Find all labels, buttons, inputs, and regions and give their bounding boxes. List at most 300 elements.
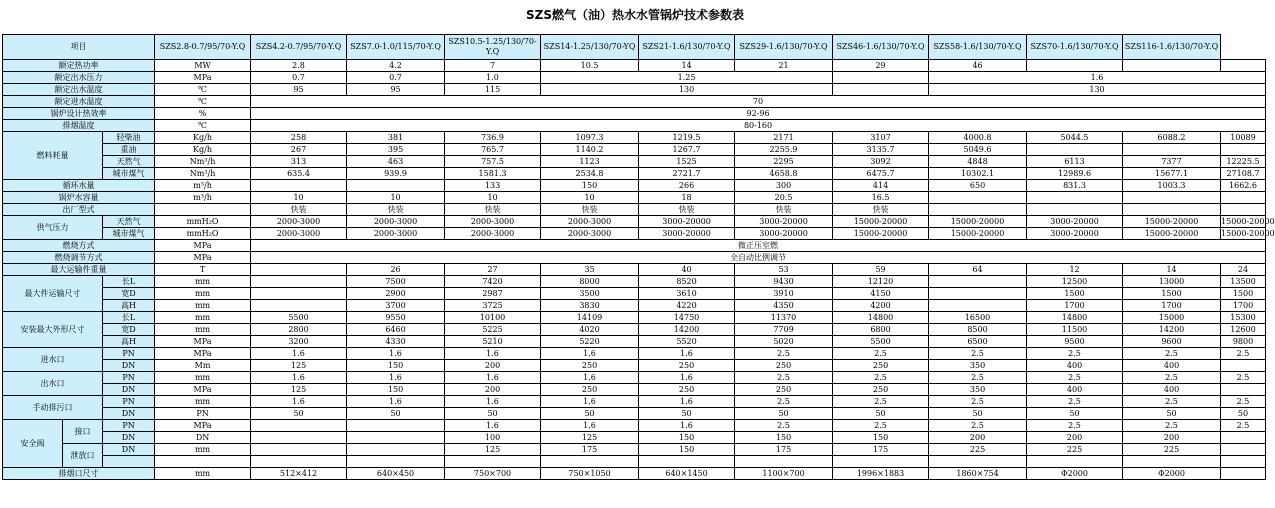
value-cell: 2295 xyxy=(735,156,833,168)
table-row xyxy=(3,348,1266,360)
value-cell: 175 xyxy=(735,444,833,456)
unit-cell: MPa xyxy=(155,240,251,252)
row-label: 进水口 xyxy=(3,348,103,372)
value-cell: 225 xyxy=(929,444,1027,456)
value-cell: 175 xyxy=(833,444,929,456)
value-cell: 2000-3000 xyxy=(445,216,541,228)
row-sublabel: 长L xyxy=(103,276,155,288)
value-cell: 4220 xyxy=(639,300,735,312)
value-cell: 267 xyxy=(251,144,347,156)
value-cell xyxy=(1221,204,1266,216)
value-cell: 1.6 xyxy=(639,348,735,360)
unit-cell: Mm xyxy=(155,360,251,372)
value-cell: 快装 xyxy=(251,204,347,216)
value-cell: 2.5 xyxy=(833,348,929,360)
unit-cell: mm xyxy=(155,276,251,288)
unit-cell: MPa xyxy=(155,72,251,84)
value-cell: 250 xyxy=(833,384,929,396)
table-row xyxy=(3,336,1266,348)
value-cell: 1700 xyxy=(1123,300,1221,312)
value-cell: 12989.6 xyxy=(1027,168,1123,180)
value-cell xyxy=(1123,144,1221,156)
unit-cell: mm xyxy=(155,444,251,456)
value-cell: 4658.8 xyxy=(735,168,833,180)
value-cell xyxy=(251,420,347,432)
row-sublabel: 高H xyxy=(103,336,155,348)
value-cell: 29 xyxy=(833,60,929,72)
value-cell: 1219.5 xyxy=(639,132,735,144)
value-cell xyxy=(445,456,541,468)
value-cell: 2.5 xyxy=(833,420,929,432)
value-cell: 8520 xyxy=(639,276,735,288)
row-label: 额定出水温度 xyxy=(3,84,155,96)
value-cell: 15000-20000 xyxy=(1123,228,1221,240)
value-cell: 125 xyxy=(541,432,639,444)
value-cell xyxy=(833,72,929,84)
value-cell: 15000-20000 xyxy=(1123,216,1221,228)
value-cell: 95 xyxy=(347,84,445,96)
value-cell xyxy=(929,288,1027,300)
unit-cell: Kg/h xyxy=(155,144,251,156)
value-cell: 2.5 xyxy=(929,348,1027,360)
value-cell: 12 xyxy=(1027,264,1123,276)
value-cell: 14 xyxy=(1123,264,1221,276)
value-cell: 50 xyxy=(1027,408,1123,420)
value-cell: 20.5 xyxy=(735,192,833,204)
unit-cell: ℃ xyxy=(155,120,251,132)
value-cell: 2000-3000 xyxy=(251,216,347,228)
value-cell: 400 xyxy=(1123,360,1221,372)
unit-cell xyxy=(155,456,251,468)
row-label: 出水口 xyxy=(3,372,103,396)
value-cell: 1.0 xyxy=(445,72,541,84)
value-cell: 1123 xyxy=(541,156,639,168)
value-cell xyxy=(1123,204,1221,216)
row-sublabel: 重油 xyxy=(103,144,155,156)
value-cell: 250 xyxy=(541,360,639,372)
table-row xyxy=(3,468,1266,480)
value-cell xyxy=(251,456,347,468)
value-cell: 9500 xyxy=(1027,336,1123,348)
value-cell: 2.8 xyxy=(251,60,347,72)
row-sublabel: DN xyxy=(103,360,155,372)
value-cell: 3000-20000 xyxy=(1027,228,1123,240)
value-cell: 53 xyxy=(735,264,833,276)
value-cell: 4.2 xyxy=(347,60,445,72)
row-label: 额定热功率 xyxy=(3,60,155,72)
row-sublabel: 高H xyxy=(103,300,155,312)
value-cell: 400 xyxy=(1027,384,1123,396)
value-cell: 5020 xyxy=(735,336,833,348)
value-cell: 2.5 xyxy=(1027,396,1123,408)
value-cell: 4000.8 xyxy=(929,132,1027,144)
value-cell: 24 xyxy=(1221,264,1266,276)
value-cell: 125 xyxy=(445,444,541,456)
value-cell xyxy=(1123,60,1221,72)
unit-cell: Kg/h xyxy=(155,132,251,144)
value-cell: 1.25 xyxy=(541,72,833,84)
row-label: 锅炉水容量 xyxy=(3,192,155,204)
value-cell: 14800 xyxy=(1027,312,1123,324)
table-row xyxy=(3,420,1266,432)
table-row xyxy=(3,432,1266,444)
value-cell: 2000-3000 xyxy=(347,216,445,228)
value-cell: 200 xyxy=(445,384,541,396)
value-cell: 快装 xyxy=(347,204,445,216)
model-header: SZS29-1.6/130/70-Y.Q xyxy=(735,35,833,60)
table-row xyxy=(3,216,1266,228)
row-label: 手动排污口 xyxy=(3,396,103,420)
value-cell: 4330 xyxy=(347,336,445,348)
value-cell: 2000-3000 xyxy=(541,228,639,240)
value-cell: 15000 xyxy=(1123,312,1221,324)
value-cell: 9800 xyxy=(1221,336,1266,348)
value-cell: 10302.1 xyxy=(929,168,1027,180)
value-cell: 1.6 xyxy=(445,420,541,432)
value-cell: 5049.6 xyxy=(929,144,1027,156)
value-cell: 2.5 xyxy=(929,372,1027,384)
value-cell: 2.5 xyxy=(929,396,1027,408)
row-label: 供气压力 xyxy=(3,216,103,240)
model-header: SZS14-1.25/130/70-YQ xyxy=(541,35,639,60)
value-cell: 0.7 xyxy=(251,72,347,84)
table-row xyxy=(3,252,1266,264)
boiler-spec-table xyxy=(2,34,1275,480)
value-cell: 3725 xyxy=(445,300,541,312)
value-cell: 130 xyxy=(929,84,1266,96)
unit-cell: mm xyxy=(155,300,251,312)
value-cell xyxy=(251,276,347,288)
value-cell xyxy=(1221,384,1266,396)
value-cell xyxy=(1221,444,1266,456)
value-cell: 2000-3000 xyxy=(347,228,445,240)
row-sublabel: 天然气 xyxy=(103,216,155,228)
row-sublabel: 城市煤气 xyxy=(103,168,155,180)
value-cell: 14750 xyxy=(639,312,735,324)
table-row xyxy=(3,324,1266,336)
value-cell: 95 xyxy=(251,84,347,96)
value-cell: 2.5 xyxy=(1027,348,1123,360)
value-cell: 14200 xyxy=(1123,324,1221,336)
model-header: SZS58-1.6/130/70-Y.Q xyxy=(929,35,1027,60)
value-cell: 13000 xyxy=(1123,276,1221,288)
value-cell: 快装 xyxy=(639,204,735,216)
value-cell: 7 xyxy=(445,60,541,72)
value-cell xyxy=(541,456,639,468)
row-sublabel: PN xyxy=(103,372,155,384)
value-cell: 175 xyxy=(541,444,639,456)
value-cell xyxy=(347,456,445,468)
value-cell: 10 xyxy=(541,192,639,204)
value-cell: 2.5 xyxy=(735,420,833,432)
value-cell: 1581.3 xyxy=(445,168,541,180)
row-label: 安装最大外形尺寸 xyxy=(3,312,103,348)
value-cell: 2.5 xyxy=(735,348,833,360)
value-cell: 2.5 xyxy=(735,372,833,384)
value-cell: 12500 xyxy=(1027,276,1123,288)
value-cell: 快装 xyxy=(541,204,639,216)
value-cell: 微正压室燃 xyxy=(251,240,1266,252)
table-row xyxy=(3,108,1266,120)
unit-cell: T xyxy=(155,264,251,276)
value-cell: 2.5 xyxy=(735,396,833,408)
value-cell: 3200 xyxy=(251,336,347,348)
row-sublabel: PN xyxy=(103,348,155,360)
value-cell: 1.6 xyxy=(445,372,541,384)
value-cell: 414 xyxy=(833,180,929,192)
table-row xyxy=(3,168,1266,180)
value-cell xyxy=(833,84,929,96)
value-cell: 250 xyxy=(541,384,639,396)
model-header: SZS2.8-0.7/95/70-Y.Q xyxy=(155,35,251,60)
value-cell: 6800 xyxy=(833,324,929,336)
value-cell: 9430 xyxy=(735,276,833,288)
value-cell: 2000-3000 xyxy=(541,216,639,228)
row-sublabel: 城市煤气 xyxy=(103,228,155,240)
value-cell: 92-96 xyxy=(251,108,1266,120)
header-row xyxy=(3,35,1266,60)
value-cell: 3700 xyxy=(347,300,445,312)
value-cell: 200 xyxy=(445,360,541,372)
unit-cell: m³/h xyxy=(155,192,251,204)
value-cell: 125 xyxy=(251,360,347,372)
value-cell: 15000-20000 xyxy=(1221,228,1275,238)
value-cell xyxy=(1123,456,1221,468)
value-cell: 50 xyxy=(833,408,929,420)
value-cell: 16.5 xyxy=(833,192,929,204)
value-cell xyxy=(1027,456,1123,468)
value-cell: 1.6 xyxy=(541,420,639,432)
value-cell: 59 xyxy=(833,264,929,276)
value-cell: 15000-20000 xyxy=(1221,216,1275,226)
value-cell: 3000-20000 xyxy=(735,228,833,240)
row-label: 排烟口尺寸 xyxy=(3,468,155,480)
value-cell xyxy=(251,180,347,192)
row-label: 燃烧方式 xyxy=(3,240,155,252)
table-row xyxy=(3,156,1266,168)
value-cell xyxy=(1027,144,1123,156)
value-cell xyxy=(833,456,929,468)
value-cell: 1.6 xyxy=(251,396,347,408)
value-cell: 400 xyxy=(1027,360,1123,372)
value-cell: 2.5 xyxy=(833,396,929,408)
row-label: 排烟温度 xyxy=(3,120,155,132)
value-cell xyxy=(929,456,1027,468)
value-cell: 1.6 xyxy=(347,396,445,408)
value-cell: 831.3 xyxy=(1027,180,1123,192)
value-cell: 1500 xyxy=(1123,288,1221,300)
value-cell: 15000-20000 xyxy=(929,228,1027,240)
value-cell: 1.6 xyxy=(251,372,347,384)
value-cell: 125 xyxy=(251,384,347,396)
value-cell xyxy=(929,204,1027,216)
row-sublabel: 宽D xyxy=(103,288,155,300)
value-cell: 6113 xyxy=(1027,156,1123,168)
value-cell: 8500 xyxy=(929,324,1027,336)
value-cell: 225 xyxy=(1123,444,1221,456)
value-cell xyxy=(1027,60,1123,72)
value-cell: 250 xyxy=(639,384,735,396)
value-cell: 635.4 xyxy=(251,168,347,180)
value-cell: 1700 xyxy=(1221,300,1266,312)
value-cell: 1.6 xyxy=(639,372,735,384)
value-cell: 150 xyxy=(347,360,445,372)
value-cell: 2900 xyxy=(347,288,445,300)
unit-cell: mm xyxy=(155,468,251,480)
row-label: 循环水量 xyxy=(3,180,155,192)
value-cell: 130 xyxy=(541,84,833,96)
table-row xyxy=(3,72,1266,84)
value-cell: 6500 xyxy=(929,336,1027,348)
value-cell: 13500 xyxy=(1221,276,1266,288)
value-cell: 200 xyxy=(1027,432,1123,444)
value-cell: 40 xyxy=(639,264,735,276)
value-cell: 1.6 xyxy=(347,348,445,360)
unit-cell: DN xyxy=(155,432,251,444)
value-cell: 6460 xyxy=(347,324,445,336)
value-cell: 5220 xyxy=(541,336,639,348)
table-row xyxy=(3,360,1266,372)
value-cell: 1003.3 xyxy=(1123,180,1221,192)
value-cell: 2171 xyxy=(735,132,833,144)
value-cell: 2.5 xyxy=(1221,396,1266,408)
value-cell: 2.5 xyxy=(1123,396,1221,408)
row-sublabel: 泄放口 xyxy=(63,444,103,468)
value-cell: 50 xyxy=(639,408,735,420)
value-cell: 35 xyxy=(541,264,639,276)
value-cell: 3000-20000 xyxy=(735,216,833,228)
value-cell: 1.6 xyxy=(541,348,639,360)
value-cell: 2.5 xyxy=(1221,372,1266,384)
row-label: 燃料耗量 xyxy=(3,132,103,180)
value-cell: 133 xyxy=(445,180,541,192)
value-cell: 150 xyxy=(347,384,445,396)
value-cell xyxy=(1027,204,1123,216)
unit-cell: mmH₂O xyxy=(155,216,251,228)
value-cell: 150 xyxy=(639,432,735,444)
value-cell: 10089 xyxy=(1221,132,1266,144)
table-row xyxy=(3,192,1266,204)
model-header: SZS4.2-0.7/95/70-Y.Q xyxy=(251,35,347,60)
value-cell: 7420 xyxy=(445,276,541,288)
value-cell: 4150 xyxy=(833,288,929,300)
unit-cell: MPa xyxy=(155,252,251,264)
value-cell: 1.6 xyxy=(347,372,445,384)
value-cell: 3000-20000 xyxy=(639,216,735,228)
value-cell: 5225 xyxy=(445,324,541,336)
value-cell: 6475.7 xyxy=(833,168,929,180)
value-cell: 15000-20000 xyxy=(833,216,929,228)
value-cell: 400 xyxy=(1123,384,1221,396)
value-cell: 150 xyxy=(735,432,833,444)
table-row xyxy=(3,96,1266,108)
unit-cell: mm xyxy=(155,324,251,336)
value-cell: 7500 xyxy=(347,276,445,288)
row-label: 额定进水温度 xyxy=(3,96,155,108)
value-cell xyxy=(1221,60,1266,72)
value-cell: 395 xyxy=(347,144,445,156)
row-label: 最大件运输尺寸 xyxy=(3,276,103,312)
value-cell: Φ2000 xyxy=(1027,468,1123,480)
row-sublabel: 天然气 xyxy=(103,156,155,168)
value-cell: 10 xyxy=(347,192,445,204)
value-cell: 5210 xyxy=(445,336,541,348)
value-cell: 27108.7 xyxy=(1221,168,1266,180)
value-cell: 640×450 xyxy=(347,468,445,480)
value-cell: 14 xyxy=(639,60,735,72)
value-cell: 5500 xyxy=(833,336,929,348)
model-header: SZS7.0-1.0/115/70-Y.Q xyxy=(347,35,445,60)
model-header: SZS70-1.6/130/70-Y.Q xyxy=(1027,35,1123,60)
value-cell: 313 xyxy=(251,156,347,168)
value-cell: 11500 xyxy=(1027,324,1123,336)
value-cell: 640×1450 xyxy=(639,468,735,480)
value-cell: 1500 xyxy=(1027,288,1123,300)
value-cell: 3500 xyxy=(541,288,639,300)
value-cell: 64 xyxy=(929,264,1027,276)
value-cell: 21 xyxy=(735,60,833,72)
value-cell: 9550 xyxy=(347,312,445,324)
value-cell: 10.5 xyxy=(541,60,639,72)
value-cell xyxy=(929,192,1027,204)
value-cell: 7709 xyxy=(735,324,833,336)
value-cell: 1.6 xyxy=(639,396,735,408)
value-cell: 8000 xyxy=(541,276,639,288)
value-cell: 1662.6 xyxy=(1221,180,1266,192)
value-cell: 1.6 xyxy=(541,372,639,384)
unit-cell: Nm³/h xyxy=(155,156,251,168)
value-cell xyxy=(929,300,1027,312)
value-cell: 200 xyxy=(929,432,1027,444)
row-sublabel: 宽D xyxy=(103,324,155,336)
value-cell: 2.5 xyxy=(1221,420,1266,432)
value-cell: 27 xyxy=(445,264,541,276)
value-cell: 3610 xyxy=(639,288,735,300)
value-cell: 11370 xyxy=(735,312,833,324)
table-title: SZS燃气（油）热水水管锅炉技术参数表 xyxy=(526,8,744,22)
value-cell: 12120 xyxy=(833,276,929,288)
value-cell: 6088.2 xyxy=(1123,132,1221,144)
header-label: 项目 xyxy=(3,35,155,60)
value-cell: 1996×1883 xyxy=(833,468,929,480)
value-cell: 50 xyxy=(735,408,833,420)
value-cell: 3107 xyxy=(833,132,929,144)
value-cell xyxy=(1027,192,1123,204)
value-cell: 14109 xyxy=(541,312,639,324)
value-cell: 100 xyxy=(445,432,541,444)
value-cell: 50 xyxy=(929,408,1027,420)
value-cell: 650 xyxy=(929,180,1027,192)
unit-cell: ℃ xyxy=(155,84,251,96)
table-row xyxy=(3,228,1266,240)
unit-cell: MPa xyxy=(155,348,251,360)
value-cell xyxy=(251,288,347,300)
value-cell: 快装 xyxy=(833,204,929,216)
value-cell: 765.7 xyxy=(445,144,541,156)
value-cell xyxy=(929,276,1027,288)
value-cell: 1.6 xyxy=(251,348,347,360)
value-cell: 300 xyxy=(735,180,833,192)
unit-cell: PN xyxy=(155,408,251,420)
unit-cell: Nm³/h xyxy=(155,168,251,180)
value-cell: 快装 xyxy=(445,204,541,216)
row-sublabel: DN xyxy=(103,408,155,420)
table-row xyxy=(3,204,1266,216)
unit-cell xyxy=(155,204,251,216)
value-cell: 250 xyxy=(735,360,833,372)
value-cell: 757.5 xyxy=(445,156,541,168)
value-cell: 4200 xyxy=(833,300,929,312)
